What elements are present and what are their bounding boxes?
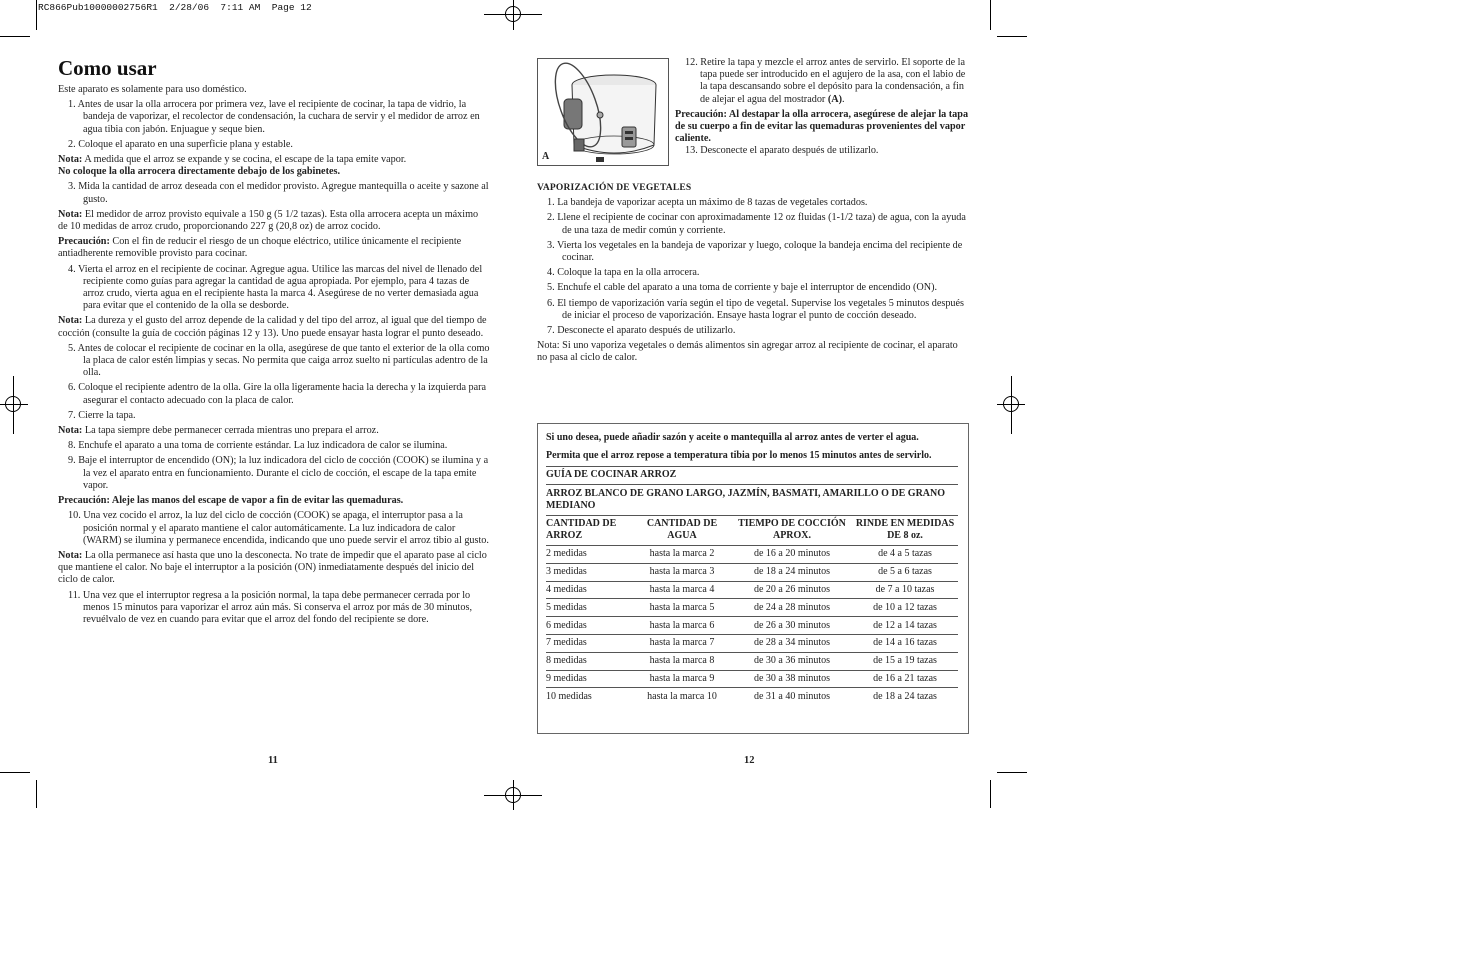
table-cell: de 18 a 24 minutos [732, 563, 852, 581]
rice-guide-table [546, 516, 958, 705]
table-row [546, 652, 958, 670]
intro-text: Este aparato es solamente para uso doméstico. [58, 84, 247, 95]
tip-seasoning: Si uno desea, puede añadir sazón y aceite o mantequilla al arroz antes de verter el agua. [546, 432, 919, 443]
table-cell: de 10 a 12 tazas [852, 599, 958, 617]
guide-title: GUÍA DE COCINAR ARROZ [546, 469, 677, 480]
crop-mark [0, 36, 30, 37]
table-cell: de 20 a 26 minutos [732, 581, 852, 599]
table-row [546, 617, 958, 635]
table-cell: hasta la marca 9 [632, 670, 732, 688]
table-cell: de 7 a 10 tazas [852, 581, 958, 599]
table-cell: de 14 a 16 tazas [852, 634, 958, 652]
right-top-column [675, 57, 975, 161]
table-cell: 4 medidas [546, 581, 632, 599]
table-cell: 10 medidas [546, 690, 592, 702]
table-header-row [546, 516, 958, 546]
column-header: CANTIDAD DE AGUA [632, 516, 732, 546]
step-4: 4. Vierta el arroz en el recipiente de cocinar. Agregue agua. Utilice las marcas del nivel de llenado del recipiente como guías para agregar la cantidad de agua apropiada. Por ejemplo, para 4 tazas de arroz crudo, vierta agua en el recipiente hasta la marca 4. Asegúrese de no verter demasiada agua para evitar que el contenido de la olla se desborde. [68, 263, 483, 312]
steam-step: 7. Desconecte el aparato después de utilizarlo. [547, 325, 736, 337]
table-cell: hasta la marca 3 [632, 563, 732, 581]
table-row [546, 599, 958, 617]
table-cell: 8 medidas [546, 652, 632, 670]
page-number-left: 11 [268, 755, 278, 766]
note-5: Nota: La olla permanece así hasta que uno la desconecta. No trate de impedir que el aparato pase al ciclo que mantiene el calor. No baje el interruptor a la posición (ON) inmediatamente después del inicio del ciclo de calor. [58, 549, 487, 586]
guide-subtitle: ARROZ BLANCO DE GRANO LARGO, JAZMÍN, BASMATI, AMARILLO O DE GRANO MEDIANO [546, 488, 946, 511]
figure-label: A [542, 151, 550, 162]
column-header: TIEMPO DE COCCIÓN APROX. [732, 516, 852, 546]
table-row [546, 546, 958, 564]
warning-cabinets: No coloque la olla arrocera directamente debajo de los gabinetes. [58, 166, 341, 178]
page-number-right: 12 [744, 755, 755, 766]
table-cell: hasta la marca 2 [632, 546, 732, 564]
table-cell: hasta la marca 7 [632, 634, 732, 652]
table-cell: 6 medidas [546, 617, 632, 635]
step-5: 5. Antes de colocar el recipiente de cocinar en la olla, asegúrese de que tanto el exterior de la olla como la placa de calor estén limpias y secas. No permita que caiga arroz suelto ni partículas adentro de la olla. [68, 342, 490, 379]
steam-heading: VAPORIZACIÓN DE VEGETALES [537, 183, 692, 193]
step-7: 7. Cierre la tapa. [68, 409, 136, 421]
crop-mark [990, 780, 991, 808]
table-cell: 9 medidas [546, 670, 632, 688]
table-cell: de 31 a 40 minutos [753, 690, 831, 702]
registration-circle-icon [1003, 396, 1019, 412]
table-cell: de 16 a 21 tazas [852, 670, 958, 688]
steam-step: 6. El tiempo de vaporización varía según el tipo de vegetal. Supervise los vegetales 5 minutos después de iniciar el proceso de vaporización. Ensaye hasta lograr el punto de cocción deseado. [547, 297, 965, 321]
step-10: 10. Una vez cocido el arroz, la luz del ciclo de cocción (COOK) se apaga, el interruptor pasa a la posición normal y el aparato mantiene el calor automáticamente. La luz indicadora de calor (WARM) se ilumina y permanece encendida, indicando que uno puede servir el arroz tibio al gusto. [68, 510, 489, 546]
crop-mark [990, 0, 991, 30]
left-column [58, 84, 490, 629]
step-12: 12. Retire la tapa y mezcle el arroz antes de servirlo. El soporte de la tapa puede ser introducido en el agujero de la asa, con el labio de la tapa descansando sobre el depósito para la condensación, a fin de alejar el agua del mostrador (A). [685, 57, 966, 105]
note-4: Nota: La tapa siempre debe permanecer cerrada mientras uno prepara el arroz. [58, 425, 379, 437]
caution-3: Precaución: Al destapar la olla arrocera, asegúrese de alejar la tapa de su cuerpo a fin de evitar las quemaduras provenientes del vapor caliente. [675, 108, 969, 145]
table-cell: hasta la marca 6 [632, 617, 732, 635]
registration-circle-icon [505, 6, 521, 22]
steam-step: 2. Llene el recipiente de cocinar con aproximadamente 12 oz fluidas (1-1/2 taza) de agua, con la ayuda de una taza de medir común y corriente. [547, 212, 966, 236]
step-13: 13. Desconecte el aparato después de utilizarlo. [685, 145, 879, 157]
note-2: Nota: El medidor de arroz provisto equivale a 150 g (5 1/2 tazas). Esta olla arrocera acepta un máximo de 10 medidas de arroz crudo, proporcionando 227 g (20,8 oz) de arroz cocido. [58, 208, 479, 233]
step-3: 3. Mida la cantidad de arroz deseada con el medidor provisto. Agregue mantequilla o aceite y sazone al gusto. [68, 181, 489, 205]
step-1: 1. Antes de usar la olla arrocera por primera vez, lave el recipiente de cocinar, la tapa de vidrio, la bandeja de vaporizar, el recolector de condensación, la cuchara de servir y el medidor de arroz en agua tibia con jabón. Enjuague y seque bien. [68, 99, 480, 135]
steam-step: 3. Vierta los vegetales en la bandeja de vaporizar y luego, coloque la bandeja encima del recipiente de cocinar. [547, 239, 963, 264]
table-cell: hasta la marca 10 [647, 690, 717, 702]
table-cell: de 28 a 34 minutos [732, 634, 852, 652]
table-cell: 7 medidas [546, 634, 632, 652]
table-row [546, 563, 958, 581]
table-row [546, 670, 958, 688]
steam-note: Nota: Si uno vaporiza vegetales o demás alimentos sin agregar arroz al recipiente de cocinar, el aparato no pasa al ciclo de calor. [537, 340, 958, 364]
registration-circle-icon [505, 787, 521, 803]
caution-1: Precaución: Con el fin de reducir el riesgo de un choque eléctrico, utilice únicamente el recipiente antiadherente removible provisto para cocinar. [58, 236, 462, 260]
steam-step: 1. La bandeja de vaporizar acepta un máximo de 8 tazas de vegetales cortados. [547, 197, 868, 209]
step-11: 11. Una vez que el interruptor regresa a la posición normal, la tapa debe permanecer cerrada por lo menos 15 minutos para vaporizar el arroz aún más. Si conserva el arroz por más de 30 minutos, revuélvalo de vez en cuando para evitar que el arroz del fondo del recipiente se dore. [68, 589, 472, 625]
table-row [546, 688, 958, 705]
step-9: 9. Baje el interruptor de encendido (ON); la luz indicadora del ciclo de cocción (COOK) se ilumina y a la vez el aparato entra en funcionamiento. Durante el ciclo de cocción, el escape de la tapa emite vapor. [68, 455, 489, 491]
tip-rest: Permita que el arroz repose a temperatura tibia por lo menos 15 minutos antes de servirlo. [546, 450, 932, 461]
column-header: RINDE EN MEDIDAS DE 8 oz. [852, 516, 958, 546]
table-cell: 2 medidas [546, 546, 632, 564]
step-2: 2. Coloque el aparato en una superficie plana y estable. [68, 138, 293, 150]
table-cell: de 16 a 20 minutos [732, 546, 852, 564]
table-cell: de 12 a 14 tazas [852, 617, 958, 635]
table-cell: de 15 a 19 tazas [852, 652, 958, 670]
table-cell: de 30 a 38 minutos [732, 670, 852, 688]
table-cell: 3 medidas [546, 563, 632, 581]
table-cell: 5 medidas [546, 599, 632, 617]
table-cell: de 26 a 30 minutos [732, 617, 852, 635]
table-cell: de 5 a 6 tazas [852, 563, 958, 581]
table-row [546, 581, 958, 599]
steam-section [537, 182, 967, 368]
column-header: CANTIDAD DE ARROZ [546, 516, 632, 546]
page-title: Como usar [58, 56, 157, 80]
table-cell: hasta la marca 4 [632, 581, 732, 599]
step-8: 8. Enchufe el aparato a una toma de corriente estándar. La luz indicadora de calor se ilumina. [68, 440, 448, 452]
step-6: 6. Coloque el recipiente adentro de la olla. Gire la olla ligeramente hacia la derecha y la izquierda para asegurar el contacto adecuado con la placa de calor. [68, 382, 487, 406]
table-cell: de 4 a 5 tazas [852, 546, 958, 564]
steam-step: 5. Enchufe el cable del aparato a una toma de corriente y baje el interruptor de encendido (ON). [547, 282, 938, 294]
crop-mark [0, 772, 30, 773]
table-cell: hasta la marca 8 [632, 652, 732, 670]
table-cell: de 30 a 36 minutos [732, 652, 852, 670]
print-slug: RC866Pub10000002756R1 2/28/06 7:11 AM Page 12 [38, 2, 312, 13]
note-1: Nota: A medida que el arroz se expande y se cocina, el escape de la tapa emite vapor. [58, 154, 407, 166]
note-3: Nota: La dureza y el gusto del arroz depende de la calidad y del tipo del arroz, al igual que del tiempo de cocción (consulte la guía de cocción páginas 12 y 13). Uno puede ensayar hasta lograr el punto deseado. [58, 315, 487, 339]
crop-mark [36, 780, 37, 808]
caution-2: Precaución: Aleje las manos del escape de vapor a fin de evitar las quemaduras. [58, 495, 404, 507]
table-cell: de 18 a 24 tazas [873, 690, 937, 702]
steam-step: 4. Coloque la tapa en la olla arrocera. [547, 267, 700, 279]
crop-mark [36, 0, 37, 30]
rice-cooker-icon [538, 59, 668, 165]
rice-guide-box [537, 423, 969, 734]
crop-mark [997, 36, 1027, 37]
table-cell: de 24 a 28 minutos [732, 599, 852, 617]
crop-mark [997, 772, 1027, 773]
rice-cooker-illustration [537, 58, 669, 166]
registration-circle-icon [5, 396, 21, 412]
table-row [546, 634, 958, 652]
table-cell: hasta la marca 5 [632, 599, 732, 617]
